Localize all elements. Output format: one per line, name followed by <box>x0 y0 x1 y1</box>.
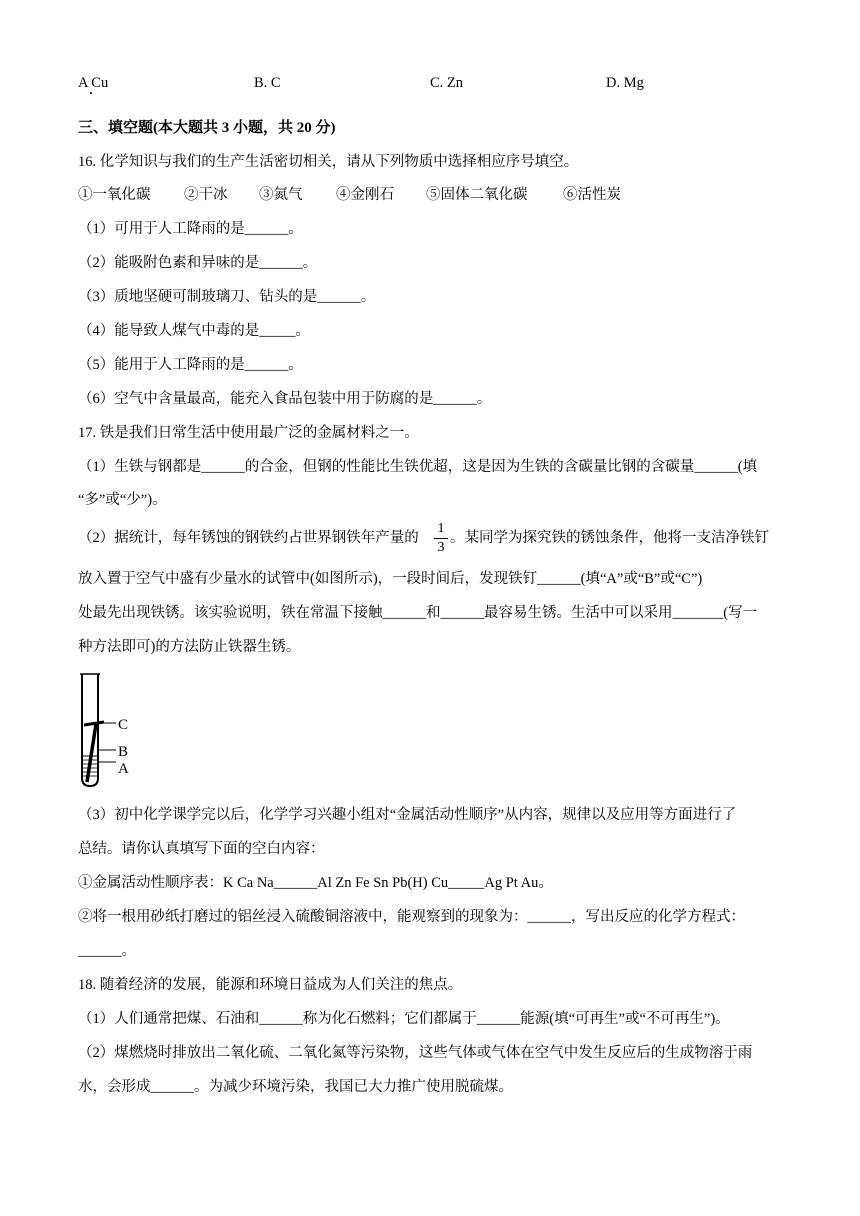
fraction-denominator: 3 <box>437 540 445 555</box>
q16-item-2: （2）能吸附色素和异味的是______。 <box>78 255 318 271</box>
q18-part1: （1）人们通常把煤、石油和______称为化石燃料；它们都属于______能源(填“可再生”或“不可再生”)。 <box>78 1011 730 1027</box>
substance-3: ③氮气 <box>259 187 303 203</box>
q18-part2-line2: 水，会形成______。为减少环境污染，我国已大力推广使用脱硫煤。 <box>78 1079 513 1095</box>
substance-6: ⑥活性炭 <box>563 187 621 203</box>
q16-stem: 16. 化学知识与我们的生产生活密切相关，请从下列物质中选择相应序号填空。 <box>78 154 579 170</box>
fraction-numerator: 1 <box>437 521 445 536</box>
q17-part2-line1a: （2）据统计，每年锈蚀的钢铁约占世界钢铁年产量的 <box>78 530 419 546</box>
substance-2: ②干冰 <box>184 187 228 203</box>
tube-label-a: A <box>118 761 129 777</box>
q17-part3-line5: ______。 <box>78 943 136 959</box>
q17-part3-line2: 总结。请你认真填写下面的空白内容： <box>78 841 325 857</box>
iron-nail <box>87 724 96 782</box>
test-tube-figure <box>72 670 142 790</box>
q16-item-5: （5）能用于人工降雨的是______。 <box>78 357 303 373</box>
q17-part2-line3: 处最先出现铁锈。该实验说明，铁在常温下接触______和______最容易生锈。生活中可以采用_______(写一 <box>78 605 758 621</box>
q17-part3-line1: （3）初中化学课学完以后，化学学习兴趣小组对“金属活动性顺序”从内容，规律以及应用等方面进行了 <box>78 807 737 823</box>
q17-part3-line4: ②将一根用砂纸打磨过的铝丝浸入硫酸铜溶液中，能观察到的现象为：______，写出反应的化学方程式： <box>78 909 745 925</box>
metal-activity-series: ①金属活动性顺序表：K Ca Na______Al Zn Fe Sn Pb(H) Cu_____Ag Pt Au。 <box>78 875 553 891</box>
q16-item-6: （6）空气中含量最高，能充入食品包装中用于防腐的是______。 <box>78 391 492 407</box>
tube-label-b: B <box>118 744 129 760</box>
fraction-one-third <box>434 521 448 556</box>
q17-part1-line2: “多”或“少”)。 <box>78 492 167 508</box>
substance-4: ④金刚石 <box>336 187 394 203</box>
tube-label-c: C <box>118 717 129 733</box>
option-a-dot <box>90 92 92 94</box>
option-d: D. Mg <box>606 75 644 91</box>
section-title: 三、填空题(本大题共 3 小题，共 20 分) <box>78 120 336 136</box>
q17-part2-line4: 种方法即可)的方法防止铁器生锈。 <box>78 639 301 655</box>
option-c: C. Zn <box>430 75 464 91</box>
q17-part2-line2: 放入置于空气中盛有少量水的试管中(如图所示)，一段时间后，发现铁钉______(填“A”或“B”或“C”) <box>78 571 703 587</box>
option-b: B. C <box>254 75 281 91</box>
q17-part2-line1b: 。某同学为探究铁的锈蚀条件，他将一支洁净铁钉 <box>450 530 769 546</box>
q18-part2-line1: （2）煤燃烧时排放出二氧化硫、二氧化氮等污染物，这些气体或气体在空气中发生反应后的生成物溶于雨 <box>78 1045 753 1061</box>
q18-stem: 18. 随着经济的发展，能源和环境日益成为人们关注的焦点。 <box>78 977 463 993</box>
iron-nail-head <box>84 722 104 725</box>
q16-item-3: （3）质地坚硬可制玻璃刀、钻头的是______。 <box>78 289 376 305</box>
q17-part1-line1: （1）生铁与钢都是______的合金，但钢的性能比生铁优超，这是因为生铁的含碳量比钢的含碳量______(填 <box>78 459 758 475</box>
substance-5: ⑤固体二氧化碳 <box>426 187 528 203</box>
q16-item-4: （4）能导致人煤气中毒的是_____。 <box>78 323 310 339</box>
q17-stem: 17. 铁是我们日常生活中使用最广泛的金属材料之一。 <box>78 425 419 441</box>
option-a: A Cu <box>78 75 109 91</box>
q16-item-1: （1）可用于人工降雨的是______。 <box>78 221 303 237</box>
substance-1: ①一氧化碳 <box>78 187 151 203</box>
fraction-bar <box>434 538 448 539</box>
